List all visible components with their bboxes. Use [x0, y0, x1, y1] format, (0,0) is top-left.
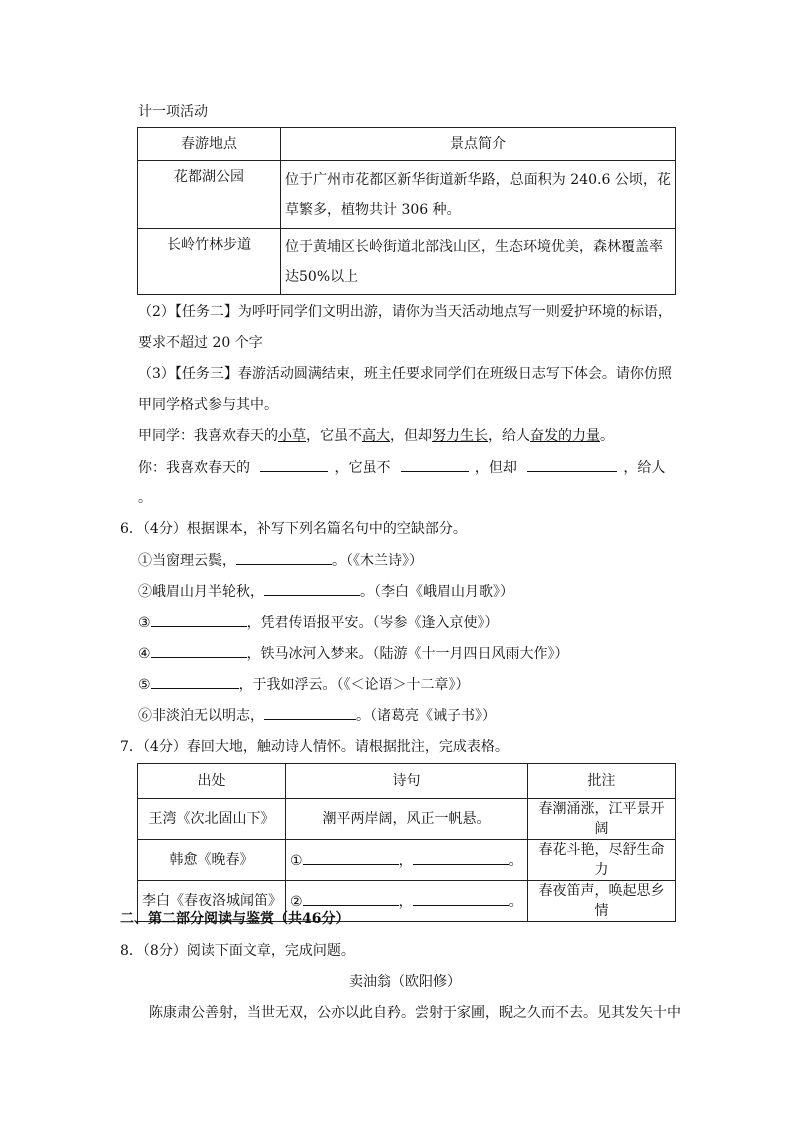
task2-line1: （2）【任务二】为呼吁同学们文明出游，请你为当天活动地点写一则爱护环境的标语，	[138, 304, 672, 320]
item-before: 峨眉山月半轮秋，	[152, 584, 264, 600]
section-heading: 二、第二部分阅读与鉴赏（共46分）	[120, 911, 350, 927]
poem-table	[137, 763, 676, 922]
table-header-row	[138, 128, 676, 161]
note-cell: 春夜笛声，唤起思乡情	[528, 881, 676, 922]
blank-input[interactable]	[413, 891, 509, 906]
blank-input[interactable]	[527, 457, 617, 472]
table-header-row	[138, 764, 676, 799]
table-row	[138, 840, 676, 881]
blank-input[interactable]	[303, 850, 399, 865]
note-cell: 春花斗艳，尽舒生命力	[528, 840, 676, 881]
item-after: ，凭君传语报平安。（岑参《逢入京使》）	[246, 615, 499, 631]
example-mid-2: ，但却	[390, 428, 432, 444]
item-number: ④	[138, 646, 151, 662]
example-end: 。	[600, 428, 614, 444]
q6-item	[138, 643, 569, 664]
blank-input[interactable]	[401, 457, 469, 472]
article-title: 卖油翁（欧阳修）	[349, 974, 461, 990]
item-after: 。（李白《峨眉山月歌》）	[360, 584, 514, 600]
intro-tail: 计一项活动	[138, 104, 208, 120]
blank-input[interactable]	[151, 612, 247, 627]
example-underline-3: 努力生长	[432, 428, 488, 444]
table-row	[138, 799, 676, 840]
item-after: 。（《木兰诗》）	[332, 553, 423, 569]
item-after: 。（诸葛亮《诫子书》）	[356, 708, 496, 724]
period: 。	[508, 893, 523, 910]
your-sentence	[138, 457, 665, 478]
desc-cell	[281, 229, 676, 295]
item-number: ⑤	[138, 677, 151, 693]
item-before: 非淡泊无以明志，	[152, 708, 264, 724]
blank-input[interactable]	[303, 891, 399, 906]
you-part-1: 你：我喜欢春天的	[138, 460, 250, 476]
table-row	[138, 229, 676, 295]
blank-input[interactable]	[264, 705, 356, 720]
you-part-2: ，它虽不	[334, 460, 391, 476]
comma: ，	[398, 852, 413, 869]
example-mid-3: ，给人	[488, 428, 530, 444]
col-header-place: 春游地点	[138, 128, 281, 161]
task3-line1: （3）【任务三】春游活动圆满结束，班主任要求同学们在班级日志写下体会。请你仿照	[138, 366, 672, 382]
item-number: ②	[138, 584, 152, 600]
source-cell: 王湾《次北固山下》	[138, 799, 286, 840]
verse-cell	[286, 840, 528, 881]
desc-text: 位于广州市花都区新华街道新华路，总面积为 240.6 公顷，花草繁多，植物共计 306 种。	[285, 171, 671, 218]
q6-item	[138, 550, 423, 571]
example-sentence	[138, 426, 614, 446]
blank-input[interactable]	[413, 850, 509, 865]
source-cell: 韩愈《晚春》	[138, 840, 286, 881]
col-header-verse: 诗句	[286, 764, 528, 799]
task3-line2: 甲同学格式参与其中。	[138, 397, 278, 413]
verse-cell: 潮平两岸阔，风正一帆悬。	[286, 799, 528, 840]
comma: ，	[398, 893, 413, 910]
you-part-3: ，但却	[474, 460, 517, 476]
blank-input[interactable]	[260, 457, 328, 472]
place-cell: 花都湖公园	[138, 161, 281, 229]
article-first-line: 陈康肃公善射，当世无双，公亦以此自矜。尝射于家圃，睨之久而不去。见其发矢十中	[149, 1005, 681, 1021]
q6-item	[138, 581, 514, 602]
example-mid-1: ，它虽不	[306, 428, 362, 444]
spring-trip-table	[137, 127, 676, 295]
you-end: 。	[138, 490, 152, 506]
blank-input[interactable]	[236, 550, 332, 565]
item-number: ①	[290, 852, 303, 869]
q6-item	[138, 612, 499, 633]
example-prefix: 甲同学：我喜欢春天的	[138, 428, 278, 444]
desc-cell	[281, 161, 676, 229]
item-after: ，于我如浮云。（《＜论语＞十二章》）	[238, 677, 470, 693]
q7-title: 7．（4分）春回大地，触动诗人情怀。请根据批注，完成表格。	[120, 739, 509, 755]
item-after: ，铁马冰河入梦来。（陆游《十一月四日风雨大作》）	[246, 646, 569, 662]
item-number: ⑥	[138, 708, 152, 724]
blank-input[interactable]	[264, 581, 360, 596]
place-cell: 长岭竹林步道	[138, 229, 281, 295]
q6-item	[138, 674, 470, 695]
desc-text: 位于黄埔区长岭街道北部浅山区，生态环境优美，森林覆盖率达50%以上	[285, 238, 663, 285]
blank-input[interactable]	[151, 674, 239, 689]
example-underline-4: 奋发的力量	[530, 428, 600, 444]
q8-title: 8．（8分）阅读下面文章，完成问题。	[120, 943, 355, 959]
note-cell: 春潮涌涨，江平景开阔	[528, 799, 676, 840]
source-cell: 李白《春夜洛城闻笛》	[138, 881, 286, 922]
item-before: 当窗理云鬓，	[152, 553, 236, 569]
you-part-4: ，给人	[623, 460, 666, 476]
table-row	[138, 161, 676, 229]
example-underline-1: 小草	[278, 428, 306, 444]
q6-title: 6．（4分）根据课本，补写下列名篇名句中的空缺部分。	[120, 521, 467, 537]
item-number: ②	[290, 893, 303, 910]
col-header-source: 出处	[138, 764, 286, 799]
col-header-note: 批注	[528, 764, 676, 799]
task2-line2: 要求不超过 20 个字	[138, 335, 263, 351]
blank-input[interactable]	[151, 643, 247, 658]
col-header-desc: 景点简介	[281, 128, 676, 161]
example-underline-2: 高大	[362, 428, 390, 444]
item-number: ③	[138, 615, 151, 631]
item-number: ①	[138, 553, 152, 569]
period: 。	[508, 852, 523, 869]
q6-item	[138, 705, 496, 726]
